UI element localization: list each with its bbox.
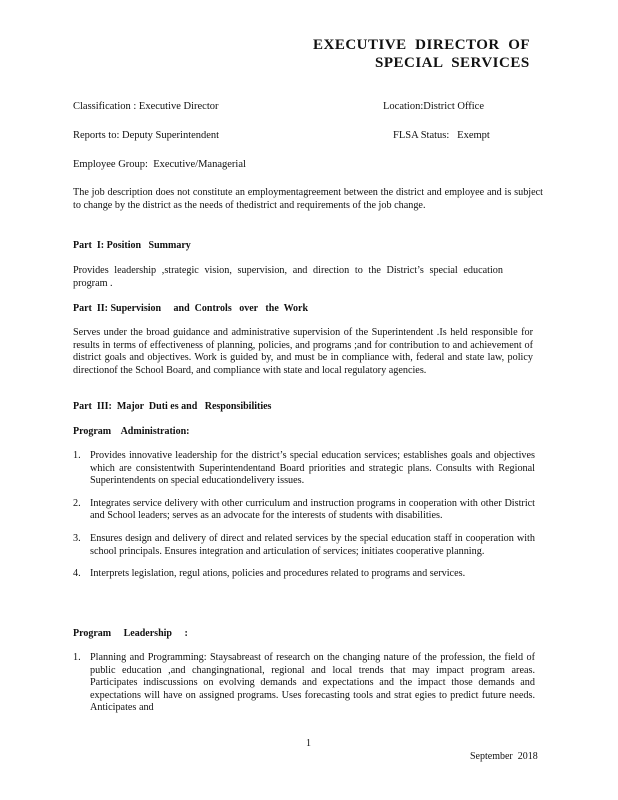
list-item-number: 4. bbox=[73, 568, 81, 580]
list-item bbox=[73, 652, 535, 715]
list-item-number: 3. bbox=[73, 532, 81, 544]
part-2-text: Serves under the broad guidance and administrative supervision of the Superintendent .Is held responsible for results in terms of effectiveness of planning, policies, and programs ;and for contribution to and achievement of district goals and objectives. Work is guided by, and must be in compliance with, federal and state law, policy directionof the School Board, and compliance with state and local regulatory agencies. bbox=[73, 327, 533, 376]
program-administration-list bbox=[73, 450, 535, 581]
classification: Classification : Executive Director bbox=[73, 101, 219, 112]
program-administration-heading: Program Administration: bbox=[73, 426, 190, 437]
employee-group: Employee Group: Executive/Managerial bbox=[73, 159, 246, 170]
intro-paragraph: The job description does not constitute an employmentagreement between the district and employee and is subject to change by the district as the needs of thedistrict and requirements of the job change. bbox=[73, 187, 543, 211]
reports-to: Reports to: Deputy Superintendent bbox=[73, 130, 220, 141]
list-item-text: Provides innovative leadership for the district’s special education services; establishes goals and objectives which are consistentwith Superintendentand Board priorities and strategic plans. Consults with Regional Superintendents on special educationdelivery issues. bbox=[90, 450, 535, 487]
title-line-2: SPECIAL SERVICES bbox=[375, 55, 530, 71]
list-item-text: Ensures design and delivery of direct and related services by the special education staff in cooperation with school principals. Ensures integration and articulation of services; initiates cooperative planning. bbox=[90, 532, 535, 557]
list-item-number: 2. bbox=[73, 497, 81, 509]
list-item-number: 1. bbox=[73, 652, 81, 663]
title-line-1: EXECUTIVE DIRECTOR OF bbox=[313, 37, 531, 53]
part-1-heading: Part I: Position Summary bbox=[73, 240, 191, 251]
list-item-text: Integrates service delivery with other curriculum and instruction programs in cooperation with other District and School leaders; serves as an advocate for the interests of students with disabilities. bbox=[90, 497, 535, 522]
list-item-number: 1. bbox=[73, 450, 81, 461]
footer-date: September 2018 bbox=[470, 751, 538, 762]
part-1-text: Provides leadership ,strategic vision, supervision, and direction to the District’s special education program . bbox=[73, 265, 503, 289]
location: Location:District Office bbox=[383, 101, 484, 112]
part-2-heading: Part II: Supervision and Controls over the Work bbox=[73, 303, 309, 314]
part-3-heading: Part III: Major Duti es and Responsibilities bbox=[73, 401, 272, 412]
list-item bbox=[73, 568, 535, 581]
list-item-text: Planning and Programming: Staysabreast of research on the changing nature of the profession, the field of public education ,and changingnational, regional and local trends that may impact program areas. Participates indiscussions on evolving demands and expectations and the impact those demands and expectations will have on assigned programs. Uses forecasting tools and strat egies to predict future needs. Anticipates and bbox=[90, 652, 535, 714]
list-item bbox=[73, 450, 535, 488]
program-leadership-list bbox=[73, 652, 535, 715]
page-number: 1 bbox=[306, 738, 311, 749]
flsa-status: FLSA Status: Exempt bbox=[393, 130, 490, 141]
list-item bbox=[73, 533, 535, 558]
list-item bbox=[73, 498, 535, 523]
program-leadership-heading: Program Leadership : bbox=[73, 628, 188, 639]
list-item-text: Interprets legislation, regul ations, policies and procedures related to programs and services. bbox=[90, 568, 466, 580]
